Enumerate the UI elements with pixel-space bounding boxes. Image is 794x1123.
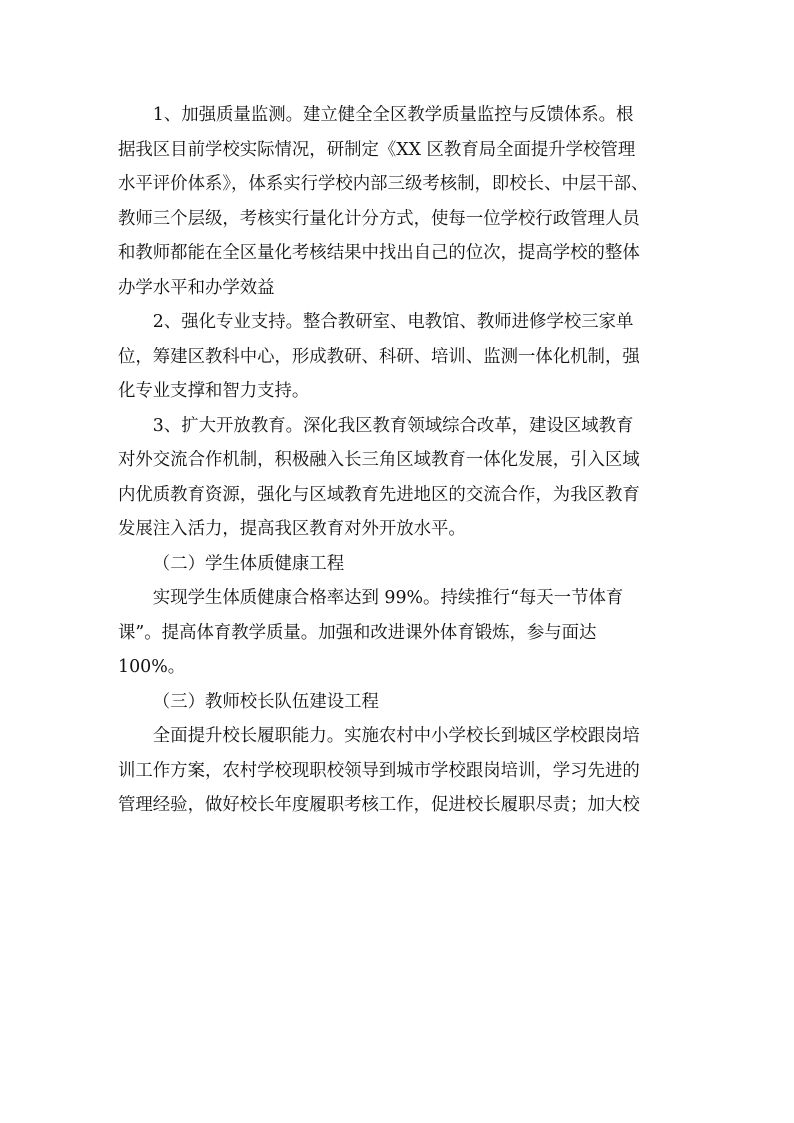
text-line: 全面提升校长履职能力。实施农村中小学校长到城区学校跟岗培 xyxy=(152,726,640,746)
text-line: 内优质教育资源，强化与区域教育先进地区的交流合作，为我区教育 xyxy=(118,484,640,505)
text-line: 办学水平和办学效益 xyxy=(118,277,275,298)
paragraph-professional-support xyxy=(118,305,678,409)
paragraph-open-education xyxy=(118,409,678,547)
text-line: 发展注入活力，提高我区教育对外开放水平。 xyxy=(118,519,466,539)
text-line: 教师三个层级，考核实行量化计分方式，使每一位学校行政管理人员 xyxy=(118,208,640,229)
paragraph-quality-monitoring xyxy=(118,98,678,305)
text-line: 管理经验，做好校长年度履职考核工作，促进校长履职尽责；加大校 xyxy=(118,795,640,815)
heading-text: （二）学生体质健康工程 xyxy=(152,553,345,574)
text-line: 化专业支撑和智力支持。 xyxy=(118,381,310,401)
text-line: 训工作方案，农村学校现职校领导到城市学校跟岗培训，学习先进的 xyxy=(118,760,640,781)
text-line: 位，筹建区教科中心，形成教研、科研、培训、监测一体化机制，强 xyxy=(118,346,640,367)
text-line: 课”。提高体育教学质量。加强和改进课外体育锻炼，参与面达 xyxy=(118,622,597,643)
section-heading-student-health xyxy=(118,547,678,582)
text-line: 1、加强质量监测。建立健全全区教学质量监控与反馈体系。根 xyxy=(152,105,634,125)
document-page xyxy=(118,98,678,823)
text-line: 和教师都能在全区量化考核结果中找出自己的位次，提高学校的整体 xyxy=(118,243,640,263)
paragraph-student-health xyxy=(118,581,678,685)
heading-text: （三）教师校长队伍建设工程 xyxy=(152,691,379,712)
text-line: 3、扩大开放教育。深化我区教育领域综合改革，建设区域教育 xyxy=(152,415,634,436)
section-heading-teacher-principal xyxy=(118,685,678,720)
text-line: 据我区目前学校实际情况，研制定《XX 区教育局全面提升学校管理 xyxy=(118,139,636,160)
text-line: 2、强化专业支持。整合教研室、电教馆、教师进修学校三家单 xyxy=(152,312,634,332)
paragraph-principal-capacity xyxy=(118,719,678,823)
text-line: 100%。 xyxy=(118,657,186,677)
text-line: 实现学生体质健康合格率达到 99%。持续推行“每天一节体育 xyxy=(152,588,624,608)
text-line: 水平评价体系》，体系实行学校内部三级考核制，即校长、中层干部、 xyxy=(118,174,649,194)
text-line: 对外交流合作机制，积极融入长三角区域教育一体化发展，引入区域 xyxy=(118,450,640,470)
